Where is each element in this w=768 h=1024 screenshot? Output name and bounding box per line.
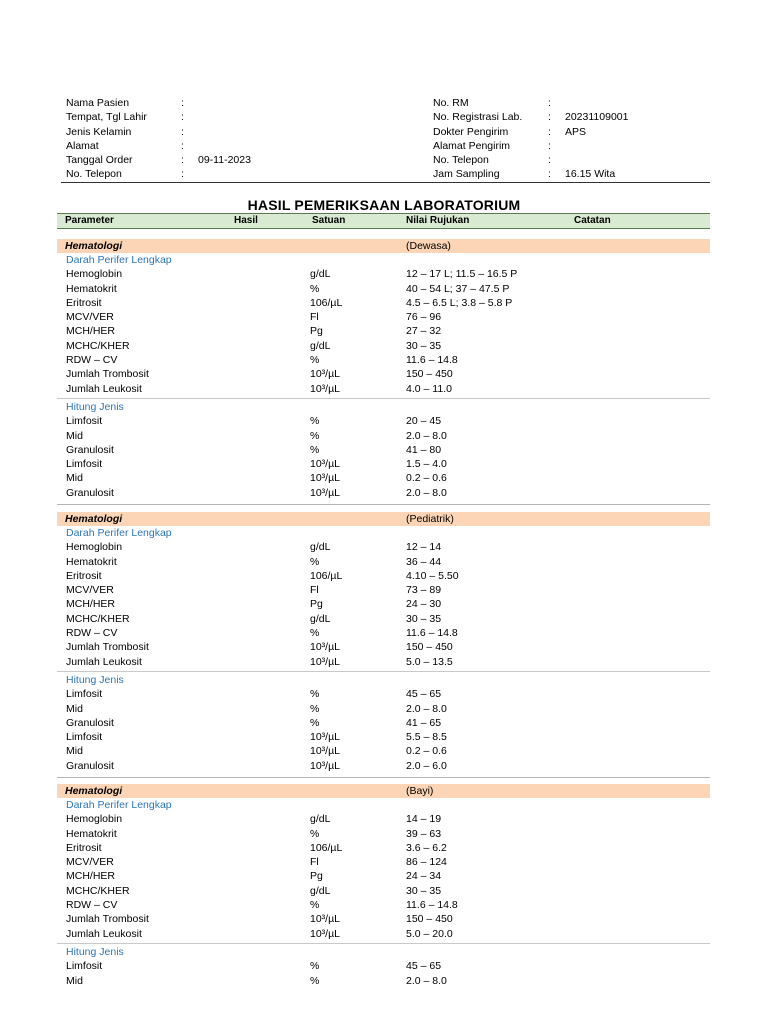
info-separator: : [548, 97, 551, 109]
unit: % [310, 429, 320, 442]
unit: 10³/µL [310, 382, 340, 395]
reference-range: 12 – 14 [406, 541, 442, 554]
result-row [57, 912, 710, 926]
subheading-darah-perifer [57, 526, 710, 540]
parameter-name: Granulosit [66, 716, 114, 729]
parameter-name: Mid [66, 429, 83, 442]
unit: g/dL [310, 884, 331, 897]
info-row [66, 96, 426, 110]
result-row [57, 471, 710, 485]
reference-range: 30 – 35 [406, 339, 442, 352]
unit: Pg [310, 870, 323, 883]
reference-range: 150 – 450 [406, 641, 453, 654]
unit: 10³/µL [310, 759, 340, 772]
info-row [66, 153, 426, 167]
unit: % [310, 960, 320, 973]
parameter-name: Granulosit [66, 759, 114, 772]
info-label: Dokter Pengirim [433, 125, 509, 138]
parameter-name: Mid [66, 974, 83, 987]
info-separator: : [181, 97, 184, 109]
info-row [433, 125, 709, 139]
info-row [433, 110, 709, 124]
subheading-label: Darah Perifer Lengkap [66, 254, 172, 266]
reference-range: 39 – 63 [406, 827, 442, 840]
reference-range: 2.0 – 8.0 [406, 974, 447, 987]
parameter-name: Mid [66, 472, 83, 485]
parameter-name: Eritrosit [66, 569, 102, 582]
unit: % [310, 716, 320, 729]
parameter-name: Hematokrit [66, 555, 117, 568]
result-row [57, 855, 710, 869]
section-group: (Bayi) [406, 785, 434, 797]
header-divider [61, 182, 710, 183]
result-row [57, 974, 710, 988]
patient-info-right [433, 96, 709, 182]
info-row [433, 96, 709, 110]
subheading-darah-perifer [57, 798, 710, 812]
result-row [57, 282, 710, 296]
unit: 106/µL [310, 296, 343, 309]
parameter-name: MCH/HER [66, 598, 115, 611]
result-row [57, 626, 710, 640]
unit: % [310, 443, 320, 456]
info-label: Alamat Pengirim [433, 139, 511, 152]
reference-range: 4.0 – 11.0 [406, 382, 452, 395]
unit: 106/µL [310, 569, 343, 582]
result-row [57, 443, 710, 457]
unit: 10³/µL [310, 731, 340, 744]
parameter-name: MCHC/KHER [66, 612, 130, 625]
section-header [57, 784, 710, 798]
unit: g/dL [310, 268, 331, 281]
reference-range: 40 – 54 L; 37 – 47.5 P [406, 282, 510, 295]
reference-range: 14 – 19 [406, 813, 442, 826]
result-row [57, 841, 710, 855]
parameter-name: Hematokrit [66, 282, 117, 295]
reference-range: 73 – 89 [406, 584, 442, 597]
parameter-name: Eritrosit [66, 841, 102, 854]
unit: Fl [310, 856, 319, 869]
result-row [57, 702, 710, 716]
unit: % [310, 688, 320, 701]
info-row [66, 125, 426, 139]
reference-range: 24 – 30 [406, 598, 442, 611]
column-satuan: Satuan [312, 215, 346, 226]
reference-range: 36 – 44 [406, 555, 442, 568]
unit: g/dL [310, 339, 331, 352]
info-row [433, 167, 709, 181]
parameter-name: Hemoglobin [66, 268, 123, 281]
result-row [57, 414, 710, 428]
unit: g/dL [310, 541, 331, 554]
parameter-name: MCV/VER [66, 311, 114, 324]
unit: 106/µL [310, 841, 343, 854]
result-row [57, 367, 710, 381]
unit: % [310, 555, 320, 568]
result-row [57, 730, 710, 744]
info-separator: : [548, 111, 551, 124]
parameter-name: RDW – CV [66, 899, 118, 912]
info-value: 16.15 Wita [565, 168, 616, 181]
info-value: 09-11-2023 [198, 154, 251, 167]
unit: Fl [310, 311, 319, 324]
result-row [57, 555, 710, 569]
info-separator: : [181, 125, 184, 138]
unit: 10³/µL [310, 486, 340, 499]
unit: 10³/µL [310, 655, 340, 668]
unit: % [310, 702, 320, 715]
result-row [57, 597, 710, 611]
subheading-hitung-jenis [57, 400, 710, 414]
section-end-divider [57, 777, 710, 778]
parameter-name: Jumlah Trombosit [66, 913, 149, 926]
info-label: No. Registrasi Lab. [433, 111, 523, 124]
result-row [57, 339, 710, 353]
column-nilai-rujukan: Nilai Rujukan [406, 215, 470, 226]
section-header [57, 512, 710, 526]
info-label: Jam Sampling [433, 168, 500, 181]
info-label: Tanggal Order [66, 154, 133, 167]
reference-range: 86 – 124 [406, 856, 447, 869]
result-row [57, 429, 710, 443]
info-separator: : [181, 111, 184, 124]
section-header [57, 239, 710, 253]
info-row [66, 110, 426, 124]
unit: 10³/µL [310, 745, 340, 758]
result-row [57, 687, 710, 701]
hematology-section [57, 512, 710, 778]
parameter-name: MCV/VER [66, 856, 114, 869]
unit: 10³/µL [310, 927, 340, 940]
reference-range: 41 – 80 [406, 443, 442, 456]
info-separator: : [181, 139, 184, 152]
unit: % [310, 282, 320, 295]
parameter-name: Limfosit [66, 688, 103, 701]
result-row [57, 382, 710, 396]
info-label: Tempat, Tgl Lahir [66, 111, 147, 124]
parameter-name: Jumlah Leukosit [66, 927, 142, 940]
reference-range: 4.10 – 5.50 [406, 569, 459, 582]
column-hasil: Hasil [234, 215, 258, 226]
result-row [57, 612, 710, 626]
unit: % [310, 415, 320, 428]
result-row [57, 716, 710, 730]
parameter-name: Hemoglobin [66, 541, 123, 554]
result-row [57, 640, 710, 654]
parameter-name: MCHC/KHER [66, 884, 130, 897]
result-row [57, 744, 710, 758]
subheading-hitung-jenis [57, 945, 710, 959]
reference-range: 5.5 – 8.5 [406, 731, 447, 744]
result-row [57, 655, 710, 669]
info-value: APS [565, 125, 587, 138]
parameter-name: Mid [66, 702, 83, 715]
parameter-name: Jumlah Leukosit [66, 382, 142, 395]
patient-info-left [66, 96, 426, 182]
unit: Fl [310, 584, 319, 597]
section-name: Hematologi [65, 240, 123, 252]
info-row [433, 153, 709, 167]
column-catatan: Catatan [574, 215, 611, 226]
parameter-name: MCV/VER [66, 584, 114, 597]
subheading-label: Hitung Jenis [66, 400, 124, 413]
unit: Pg [310, 325, 323, 338]
info-label: Nama Pasien [66, 97, 130, 109]
unit: % [310, 899, 320, 912]
parameter-name: Granulosit [66, 486, 114, 499]
info-value: 20231109001 [565, 111, 629, 124]
reference-range: 30 – 35 [406, 612, 442, 625]
subheading-label: Darah Perifer Lengkap [66, 799, 172, 811]
section-group: (Dewasa) [406, 240, 451, 252]
parameter-name: Mid [66, 745, 83, 758]
result-row [57, 583, 710, 597]
reference-range: 2.0 – 6.0 [406, 759, 447, 772]
reference-range: 27 – 32 [406, 325, 442, 338]
unit: Pg [310, 598, 323, 611]
reference-range: 45 – 65 [406, 960, 442, 973]
info-label: No. Telepon [66, 168, 122, 181]
info-separator: : [548, 139, 551, 152]
result-row [57, 457, 710, 471]
reference-range: 1.5 – 4.0 [406, 458, 447, 471]
parameter-name: Eritrosit [66, 296, 102, 309]
result-row [57, 353, 710, 367]
reference-range: 11.6 – 14.8 [406, 899, 458, 912]
section-end-divider [57, 504, 710, 505]
subsection-divider [57, 398, 710, 399]
section-name: Hematologi [65, 513, 123, 525]
section-name: Hematologi [65, 785, 123, 797]
result-row [57, 927, 710, 941]
reference-range: 20 – 45 [406, 415, 442, 428]
result-row [57, 898, 710, 912]
info-separator: : [181, 168, 184, 181]
section-group: (Pediatrik) [406, 513, 454, 525]
parameter-name: MCHC/KHER [66, 339, 130, 352]
parameter-name: Jumlah Leukosit [66, 655, 142, 668]
result-row [57, 324, 710, 338]
parameter-name: MCH/HER [66, 325, 115, 338]
result-row [57, 540, 710, 554]
unit: g/dL [310, 612, 331, 625]
hematology-section [57, 239, 710, 505]
info-separator: : [548, 154, 551, 167]
report-title: HASIL PEMERIKSAAN LABORATORIUM [247, 197, 521, 213]
parameter-name: Limfosit [66, 731, 103, 744]
unit: 10³/µL [310, 368, 340, 381]
reference-range: 30 – 35 [406, 884, 442, 897]
info-row [433, 139, 709, 153]
unit: 10³/µL [310, 913, 340, 926]
column-header-bar [57, 213, 710, 229]
reference-range: 150 – 450 [406, 368, 453, 381]
info-label: Jenis Kelamin [66, 125, 132, 138]
subsection-divider [57, 943, 710, 944]
unit: % [310, 827, 320, 840]
subheading-label: Hitung Jenis [66, 945, 124, 958]
info-row [66, 139, 426, 153]
subheading-darah-perifer [57, 253, 710, 267]
reference-range: 4.5 – 6.5 L; 3.8 – 5.8 P [406, 296, 513, 309]
reference-range: 5.0 – 13.5 [406, 655, 453, 668]
reference-range: 3.6 – 6.2 [406, 841, 447, 854]
result-row [57, 310, 710, 324]
column-parameter: Parameter [65, 215, 114, 226]
subheading-hitung-jenis [57, 673, 710, 687]
info-separator: : [548, 125, 551, 138]
reference-range: 2.0 – 8.0 [406, 702, 447, 715]
result-row [57, 812, 710, 826]
info-label: No. Telepon [433, 154, 489, 167]
reference-range: 2.0 – 8.0 [406, 486, 447, 499]
info-label: No. RM [433, 97, 469, 109]
unit: 10³/µL [310, 458, 340, 471]
parameter-name: RDW – CV [66, 627, 118, 640]
unit: % [310, 974, 320, 987]
parameter-name: Hematokrit [66, 827, 117, 840]
unit: 10³/µL [310, 641, 340, 654]
info-separator: : [181, 154, 184, 167]
info-separator: : [548, 168, 551, 181]
parameter-name: Granulosit [66, 443, 114, 456]
subsection-divider [57, 671, 710, 672]
reference-range: 11.6 – 14.8 [406, 354, 458, 367]
unit: % [310, 627, 320, 640]
unit: g/dL [310, 813, 331, 826]
parameter-name: Hemoglobin [66, 813, 123, 826]
parameter-name: Jumlah Trombosit [66, 641, 149, 654]
result-row [57, 869, 710, 883]
reference-range: 150 – 450 [406, 913, 453, 926]
reference-range: 41 – 65 [406, 716, 442, 729]
result-row [57, 759, 710, 773]
parameter-name: Limfosit [66, 415, 103, 428]
result-row [57, 296, 710, 310]
result-row [57, 486, 710, 500]
result-row [57, 267, 710, 281]
reference-range: 0.2 – 0.6 [406, 472, 447, 485]
result-row [57, 959, 710, 973]
reference-range: 12 – 17 L; 11.5 – 16.5 P [406, 268, 518, 281]
result-row [57, 827, 710, 841]
reference-range: 2.0 – 8.0 [406, 429, 447, 442]
reference-range: 5.0 – 20.0 [406, 927, 453, 940]
result-row [57, 884, 710, 898]
reference-range: 76 – 96 [406, 311, 442, 324]
parameter-name: MCH/HER [66, 870, 115, 883]
reference-range: 0.2 – 0.6 [406, 745, 447, 758]
info-label: Alamat [66, 139, 99, 152]
result-row [57, 569, 710, 583]
unit: % [310, 354, 320, 367]
parameter-name: Limfosit [66, 960, 103, 973]
parameter-name: Jumlah Trombosit [66, 368, 149, 381]
info-row [66, 167, 426, 181]
hematology-section [57, 784, 710, 988]
subheading-label: Darah Perifer Lengkap [66, 527, 172, 539]
parameter-name: RDW – CV [66, 354, 118, 367]
unit: 10³/µL [310, 472, 340, 485]
subheading-label: Hitung Jenis [66, 673, 124, 686]
parameter-name: Limfosit [66, 458, 103, 471]
reference-range: 11.6 – 14.8 [406, 627, 458, 640]
reference-range: 45 – 65 [406, 688, 442, 701]
reference-range: 24 – 34 [406, 870, 442, 883]
